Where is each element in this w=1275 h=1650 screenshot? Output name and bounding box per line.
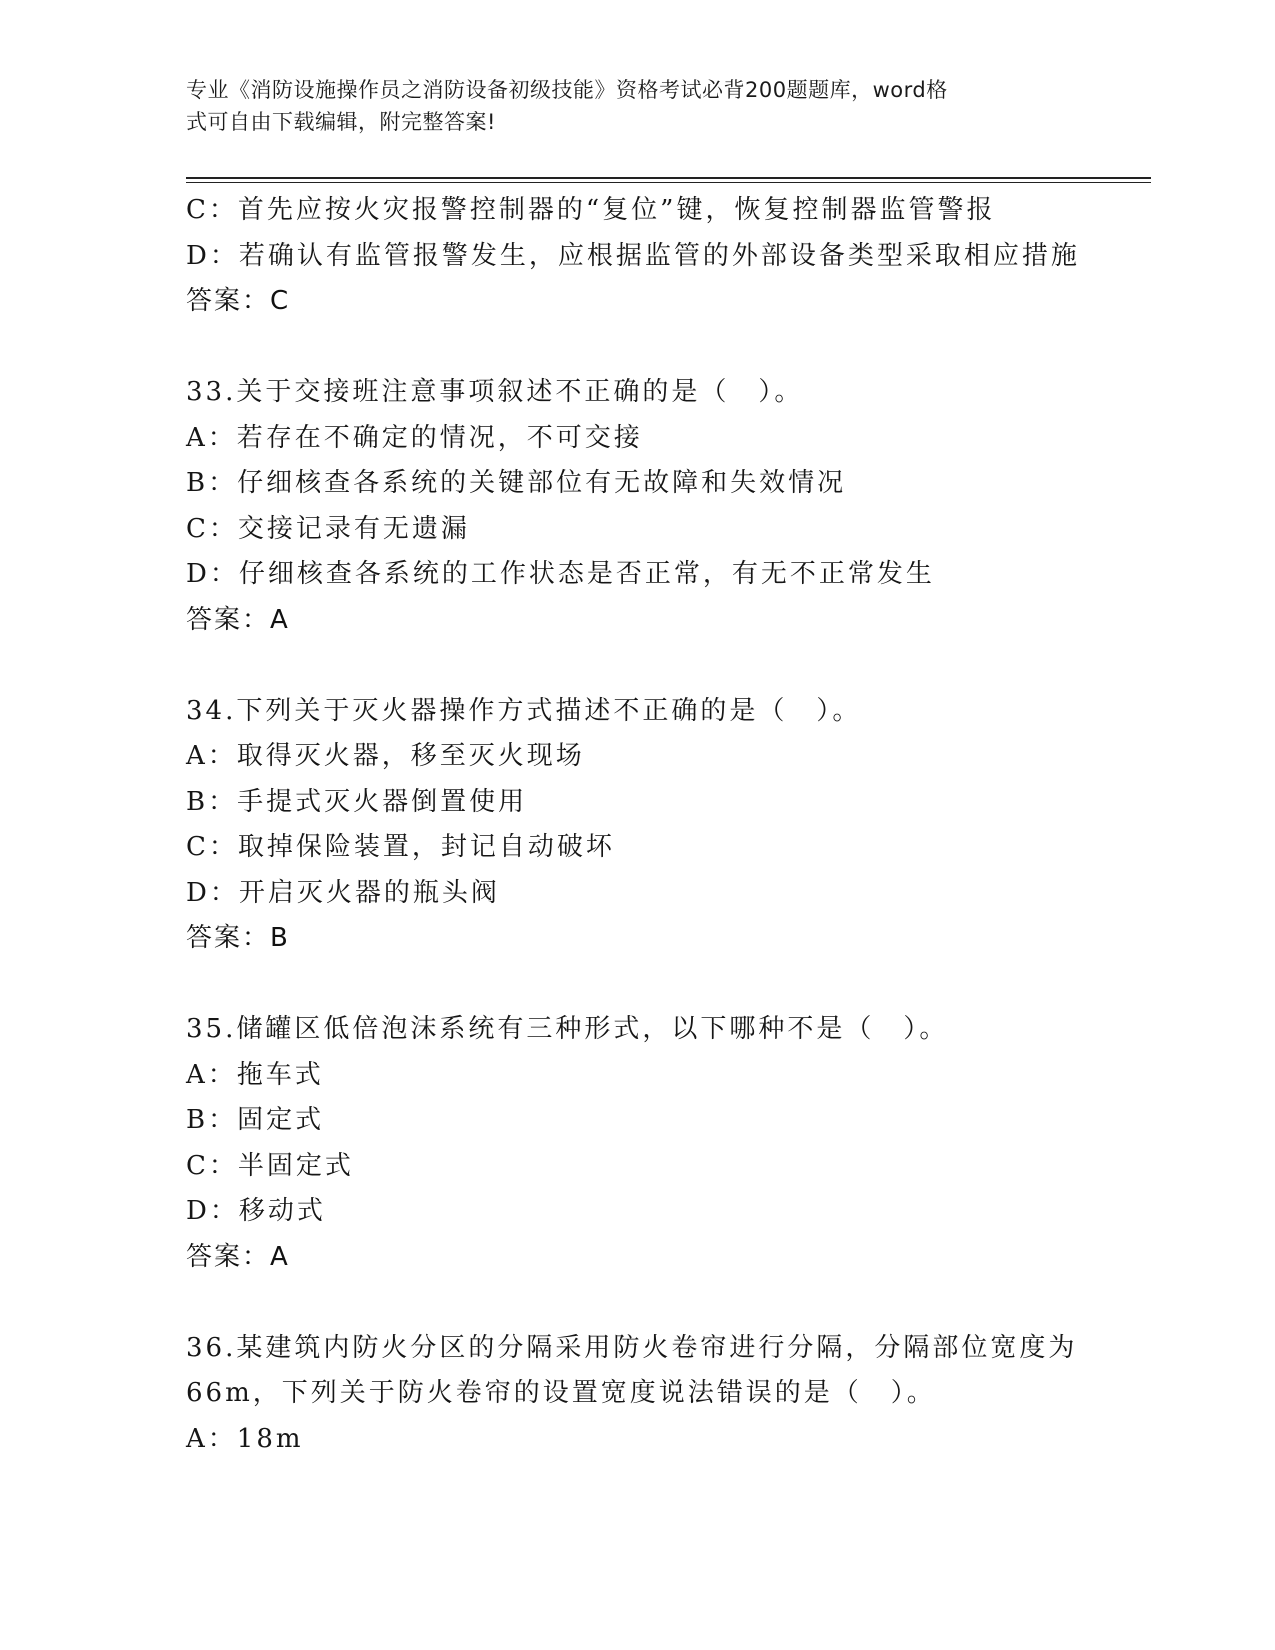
question-stem: 34.下列关于灭火器操作方式描述不正确的是（ ）。 xyxy=(186,695,862,726)
option-c: C：交接记录有无遗漏 xyxy=(186,513,470,544)
option-d: D：开启灭火器的瓶头阀 xyxy=(186,877,500,908)
option-a: A：拖车式 xyxy=(186,1059,324,1090)
answer-label: 答案：A xyxy=(186,604,290,635)
option-a: A：18m xyxy=(186,1423,304,1454)
question-34 xyxy=(186,689,1086,962)
option-d: D：仔细核查各系统的工作状态是否正常，有无不正常发生 xyxy=(186,559,935,589)
header-rule-thin xyxy=(186,182,1151,183)
question-stem: 35.储罐区低倍泡沫系统有三种形式，以下哪种不是（ ）。 xyxy=(186,1014,949,1044)
option-d: D：若确认有监管报警发生，应根据监管的外部设备类型采取相应措施 xyxy=(186,240,1080,271)
spacer xyxy=(186,962,1086,1008)
question-36 xyxy=(186,1326,1086,1463)
header-rule-thick xyxy=(186,177,1151,179)
option-d: D：移动式 xyxy=(186,1196,326,1226)
question-32-tail xyxy=(186,188,1086,325)
option-a: A：取得灭火器，移至灭火现场 xyxy=(186,741,585,771)
question-33 xyxy=(186,370,1086,643)
option-c: C：半固定式 xyxy=(186,1150,354,1181)
option-a: A：若存在不确定的情况，不可交接 xyxy=(186,422,643,453)
spacer xyxy=(186,1280,1086,1326)
question-stem-line-2: 66m，下列关于防火卷帘的设置宽度说法错误的是（ ）。 xyxy=(186,1378,936,1408)
question-35 xyxy=(186,1007,1086,1280)
question-list xyxy=(186,188,1086,1462)
document-header xyxy=(186,74,1066,138)
option-b: B：手提式灭火器倒置使用 xyxy=(186,786,528,817)
option-c: C：取掉保险装置，封记自动破坏 xyxy=(186,832,615,862)
answer-label: 答案：B xyxy=(186,923,290,953)
option-c: C：首先应按火灾报警控制器的“复位”键，恢复控制器监管警报 xyxy=(186,195,996,225)
answer-label: 答案：C xyxy=(186,286,291,316)
question-stem-line-1: 36.某建筑内防火分区的分隔采用防火卷帘进行分隔，分隔部位宽度为 xyxy=(186,1332,1078,1363)
spacer xyxy=(186,325,1086,371)
spacer xyxy=(186,643,1086,689)
header-line-2: 式可自由下载编辑，附完整答案! xyxy=(186,110,496,134)
answer-label: 答案：A xyxy=(186,1241,290,1272)
option-b: B：固定式 xyxy=(186,1105,325,1135)
header-line-1: 专业《消防设施操作员之消防设备初级技能》资格考试必背200题题库，word格 xyxy=(186,78,948,102)
option-b: B：仔细核查各系统的关键部位有无故障和失效情况 xyxy=(186,468,847,498)
question-stem: 33.关于交接班注意事项叙述不正确的是（ ）。 xyxy=(186,377,804,407)
